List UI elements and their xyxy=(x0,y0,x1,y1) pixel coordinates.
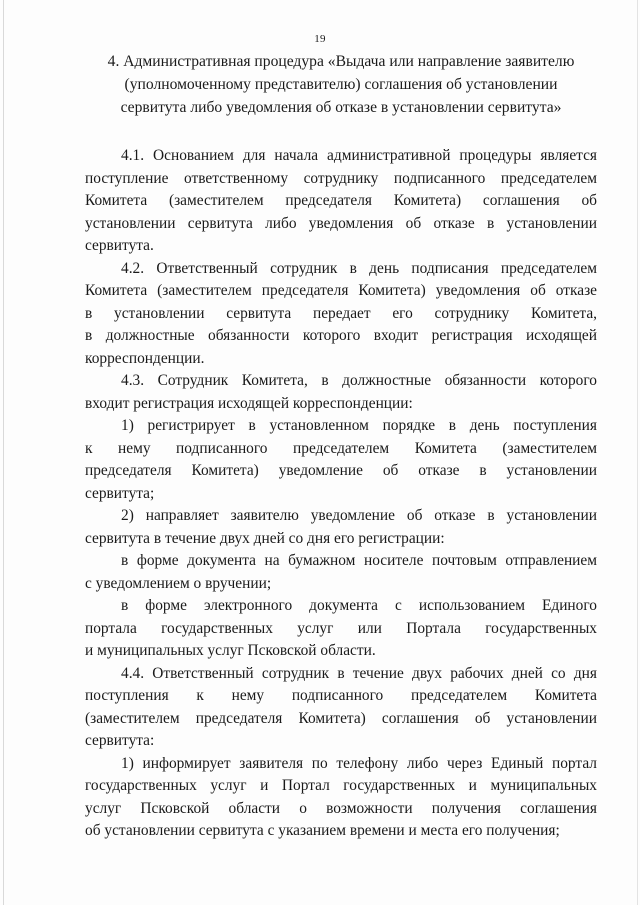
text-line: государственных услуг и Портал государственных и муниципальных xyxy=(85,777,597,794)
paragraph-4-1 xyxy=(85,145,597,258)
text-line: 4.3. Сотрудник Комитета, в должностные обязанности которого xyxy=(121,372,597,389)
paragraph-4-4-item-1 xyxy=(85,753,597,843)
text-line: входит регистрация исходящей корреспонденции: xyxy=(85,394,413,412)
paragraph-4-2 xyxy=(85,258,597,371)
text-line: и муниципальных услуг Псковской области. xyxy=(85,642,376,659)
text-line: (заместителем председателя Комитета) соглашения об установлении xyxy=(85,709,597,727)
text-line: установлении сервитута либо уведомления об отказе в установлении xyxy=(85,214,597,232)
text-line: в форме документа на бумажном носителе почтовым отправлением xyxy=(121,552,597,569)
text-line: сервитута; xyxy=(85,484,155,502)
text-line: 4.1. Основанием для начала административной процедуры является xyxy=(121,147,597,164)
page-number: 19 xyxy=(314,33,326,45)
section-title xyxy=(85,50,597,119)
title-line: (уполномоченному представителю) соглашения об установлении xyxy=(124,76,558,93)
text-line: поступления к нему подписанного председателем Комитета xyxy=(85,687,597,704)
paragraph-4-3-item-1 xyxy=(85,415,597,505)
text-line: Комитета (заместителем председателя Комитета) уведомления об отказе xyxy=(85,282,597,299)
scan-edge-left xyxy=(3,0,4,905)
text-line: сервитута в течение двух дней со дня его регистрации: xyxy=(85,529,445,547)
text-line: в установлении сервитута передает его сотруднику Комитета, xyxy=(85,304,597,322)
text-line: председателя Комитета) уведомление об отказе в установлении xyxy=(85,462,597,479)
paragraph-4-3 xyxy=(85,370,597,415)
text-line: 4.2. Ответственный сотрудник в день подписания председателем xyxy=(121,259,597,277)
text-line: портала государственных услуг или Портала государственных xyxy=(85,619,597,637)
text-line: с уведомлением о вручении; xyxy=(85,574,272,592)
text-line: Комитета (заместителем председателя Комитета) соглашения об xyxy=(85,192,597,209)
text-line: корреспонденции. xyxy=(85,349,205,367)
text-line: к нему подписанного председателем Комитета (заместителем xyxy=(85,439,597,457)
text-line: сервитута. xyxy=(85,237,154,254)
text-line: в должностные обязанности которого входит регистрация исходящей xyxy=(85,327,597,344)
text-line: 4.4. Ответственный сотрудник в течение двух рабочих дней со дня xyxy=(121,664,597,682)
paragraph-4-3-item-2 xyxy=(85,505,597,550)
scan-edge-right xyxy=(637,0,638,905)
text-line: услуг Псковской области о возможности получения соглашения xyxy=(85,799,597,817)
title-line: 4. Административная процедура «Выдача или направление заявителю xyxy=(107,53,575,70)
text-line: 1) регистрирует в установленном порядке в день поступления xyxy=(121,417,597,434)
text-line: сервитута: xyxy=(85,732,155,749)
text-line: об установлении сервитута с указанием времени и места его получения; xyxy=(85,822,560,839)
text-line: 1) информирует заявителя по телефону либо через Единый портал xyxy=(121,754,597,772)
text-line: 2) направляет заявителю уведомление об отказе в установлении xyxy=(121,507,597,524)
paragraph-paper-form xyxy=(85,550,597,595)
text-line: поступление ответственному сотруднику подписанного председателем xyxy=(85,169,597,187)
paragraph-electronic-form xyxy=(85,595,597,663)
paragraph-4-4 xyxy=(85,663,597,753)
title-line: сервитута либо уведомления об отказе в установлении сервитута» xyxy=(120,99,562,116)
text-line: в форме электронного документа с использованием Единого xyxy=(121,597,597,614)
document-body xyxy=(85,145,597,843)
